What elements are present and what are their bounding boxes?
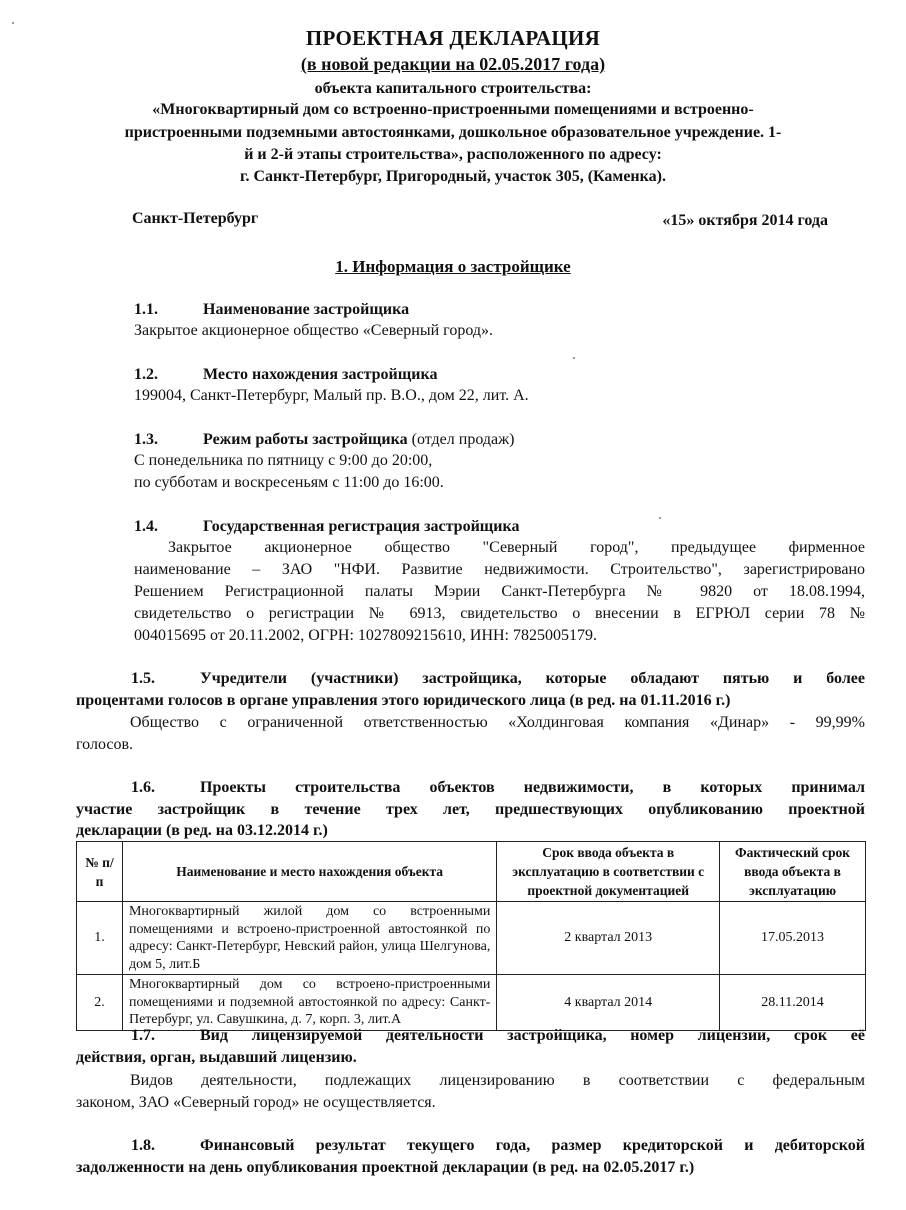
section-heading: 1. Информация о застройщике [335,257,571,276]
row-number: 1. [77,902,123,975]
scan-artifact [12,22,14,24]
object-line-2: пристроенными подземными автостоянками, дошкольное образовательное учреждение. 1- [124,124,782,141]
table-header-row [77,842,866,902]
item-1-6-title-3: декларации (в ред. на 03.12.2014 г.) [76,822,328,839]
item-1-8-number: 1.8. [131,1137,155,1154]
item-1-1-number: 1.1. [134,301,158,318]
item-1-4-text-1: Закрытое акционерное общество "Северный город", предыдущее фирменное [168,539,865,556]
column-header-number: № п/п [77,842,123,902]
item-1-7-title-1: Вид лицензируемой деятельности застройщика, номер лицензии, срок её [200,1027,865,1044]
item-1-1-text: Закрытое акционерное общество «Северный город». [134,322,493,339]
object-line-4: г. Санкт-Петербург, Пригородный, участок 305, (Каменка). [240,168,666,185]
table-row [77,975,866,1031]
item-1-6-title-1: Проекты строительства объектов недвижимости, в которых принимал [200,779,865,796]
row-actual-date: 17.05.2013 [720,902,866,975]
item-1-3-text-1: С понедельника по пятницу с 9:00 до 20:00, [134,452,433,469]
projects-table [76,841,866,1031]
document-city: Санкт-Петербург [132,210,259,227]
row-planned-date: 2 квартал 2013 [497,902,720,975]
object-label: объекта капитального строительства: [314,80,592,97]
item-1-2-number: 1.2. [134,366,158,383]
object-line-3: й и 2-й этапы строительства», расположенного по адресу: [244,146,662,163]
item-1-2-text: 199004, Санкт-Петербург, Малый пр. В.О., дом 22, лит. А. [134,387,529,404]
item-1-4-text-5: 004015695 от 20.11.2002, ОГРН: 1027809215610, ИНН: 7825005179. [134,627,597,644]
column-header-actual: Фактический срок ввода объекта в эксплуатацию [720,842,866,902]
item-1-6-title-2: участие застройщик в течение трех лет, предшествующих опубликованию проектной [76,801,865,818]
item-1-4-text-4: свидетельство о регистрации № 6913, свидетельство о внесении в ЕГРЮЛ серии 78 № [134,605,865,622]
row-object-name: Многоквартирный дом со встроено-пристроенными помещениями и подземной автостоянкой по адресу: Санкт-Петербург, ул. Савушкина, д. 7, корп. 3, лит.А [122,975,496,1031]
document-title: ПРОЕКТНАЯ ДЕКЛАРАЦИЯ [305,26,601,50]
table-row [77,902,866,975]
item-1-5-text-2: голосов. [76,736,133,753]
item-1-7-text-1: Видов деятельности, подлежащих лицензированию в соответствии с федеральным [130,1072,865,1089]
item-1-2-title: Место нахождения застройщика [203,366,438,383]
item-1-4-number: 1.4. [134,518,158,535]
item-1-3-title: Режим работы застройщика [203,431,408,448]
item-1-3-number: 1.3. [134,431,158,448]
item-1-3-title-suffix: (отдел продаж) [407,431,515,448]
item-1-5-text-1: Общество с ограниченной ответственностью «Холдинговая компания «Динар» - 99,99% [130,714,865,731]
item-1-4-text-3: Решением Регистрационной палаты Мэрии Санкт-Петербурга № 9820 от 18.08.1994, [134,583,865,600]
item-1-7-text-2: законом, ЗАО «Северный город» не осуществляется. [76,1094,436,1111]
row-planned-date: 4 квартал 2014 [497,975,720,1031]
item-1-5-title-1: Учредители (участники) застройщика, которые обладают пятью и более [200,670,865,687]
item-1-3-text-2: по субботам и воскресеньям с 11:00 до 16:00. [134,474,444,491]
document-date: «15» октября 2014 года [662,212,828,229]
item-1-5-number: 1.5. [131,670,155,687]
item-1-7-number: 1.7. [131,1027,155,1044]
item-1-8-title-1: Финансовый результат текущего года, размер кредиторской и дебиторской [200,1137,865,1154]
item-1-7-title-2: действия, орган, выдавший лицензию. [76,1049,357,1066]
item-1-4-title: Государственная регистрация застройщика [203,518,520,535]
item-1-8-title-2: задолженности на день опубликования проектной декларации (в ред. на 02.05.2017 г.) [76,1159,695,1176]
scan-artifact [659,517,661,519]
item-1-3-heading [203,431,514,449]
item-1-6-number: 1.6. [131,779,155,796]
column-header-planned: Срок ввода объекта в эксплуатацию в соответствии с проектной документацией [497,842,720,902]
object-line-1: «Многоквартирный дом со встроенно-пристроенными помещениями и встроенно- [152,101,754,118]
item-1-5-title-2: процентами голосов в органе управления этого юридического лица (в ред. на 01.11.2016 г.) [76,692,731,709]
row-number: 2. [77,975,123,1031]
column-header-name: Наименование и место нахождения объекта [122,842,496,902]
item-1-1-title: Наименование застройщика [203,301,410,318]
scan-artifact [573,357,575,359]
document-edition: (в новой редакции на 02.05.2017 года) [300,54,606,74]
row-actual-date: 28.11.2014 [720,975,866,1031]
item-1-4-text-2: наименование – ЗАО "НФИ. Развитие недвижимости. Строительство", зарегистрировано [134,561,865,578]
row-object-name: Многоквартирный жилой дом со встроенными помещениями и встроено-пристроенной автостоянкой по адресу: Санкт-Петербург, Невский район, улица Шелгунова, дом 5, лит.Б [122,902,496,975]
